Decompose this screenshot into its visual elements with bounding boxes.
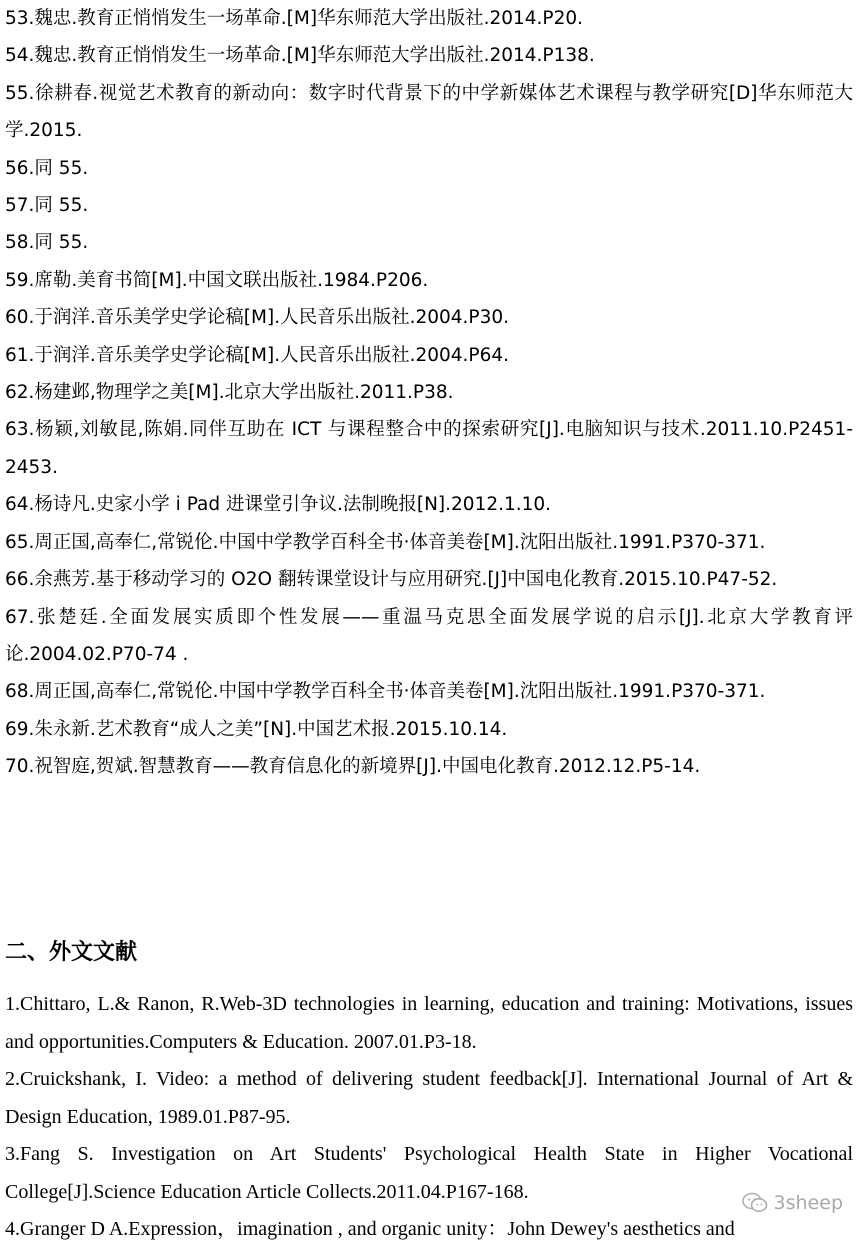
reference-entry: 59.席勒.美育书简[M].中国文联出版社.1984.P206. [5,269,429,291]
watermark [742,1192,843,1214]
reference-entry: 64.杨诗凡.史家小学 i Pad 进课堂引争议.法制晚报[N].2012.1.10. [5,494,552,516]
reference-entry: 1.Chittaro, L.& Ranon, R.Web-3D technologies in learning, education and training: Motivations, issues and opportunities.Computers & Education. 2007.01.P3-18. [5,993,853,1053]
reference-entry: 70.祝智庭,贺斌.智慧教育——教育信息化的新境界[J].中国电化教育.2012.12.P5-14. [5,756,701,778]
reference-entry: 62.杨建邺,物理学之美[M].北京大学出版社.2011.P38. [5,382,454,404]
reference-entry: 2.Cruickshank, I. Video: a method of delivering student feedback[J]. International Journal of Art & Design Education, 1989.01.P87-95. [5,1068,853,1128]
chinese-reference-list [5,0,853,786]
reference-entry: 60.于润洋.音乐美学史学论稿[M].人民音乐出版社.2004.P30. [5,307,510,329]
reference-entry: 3.Fang S. Investigation on Art Students' Psychological Health State in Higher Vocational College[J].Science Education Article Collects.2011.04.P167-168. [5,1143,853,1203]
foreign-reference-list [5,986,853,1249]
reference-entry: 68.周正国,高奉仁,常锐伦.中国中学教学百科全书·体音美卷[M].沈阳出版社.1991.P370-371. [5,681,766,703]
watermark-text: 3sheep [773,1192,843,1214]
reference-entry: 66.余燕芳.基于移动学习的 O2O 翻转课堂设计与应用研究.[J]中国电化教育.2015.10.P47-52. [5,569,778,591]
reference-entry: 56.同 55. [5,157,89,179]
section-heading: 二、外文文献 [5,940,138,965]
reference-entry: 55.徐耕春.视觉艺术教育的新动向：数字时代背景下的中学新媒体艺术课程与教学研究[D]华东师范大学.2015. [5,82,853,142]
reference-entry: 4.Granger D A.Expression，imagination , and organic unity：John Dewey's aesthetics and [5,1218,735,1240]
reference-entry: 53.魏忠.教育正悄悄发生一场革命.[M]华东师范大学出版社.2014.P20. [5,8,584,29]
wechat-icon [742,1192,768,1214]
reference-entry: 54.魏忠.教育正悄悄发生一场革命.[M]华东师范大学出版社.2014.P138. [5,45,595,67]
reference-entry: 57.同 55. [5,195,89,217]
reference-entry: 65.周正国,高奉仁,常锐伦.中国中学教学百科全书·体音美卷[M].沈阳出版社.1991.P370-371. [5,531,766,553]
reference-entry: 69.朱永新.艺术教育“成人之美”[N].中国艺术报.2015.10.14. [5,718,508,740]
reference-entry: 58.同 55. [5,232,89,254]
reference-entry: 67.张楚廷.全面发展实质即个性发展——重温马克思全面发展学说的启示[J].北京大学教育评论.2004.02.P70-74 . [5,606,853,665]
reference-entry: 61.于润洋.音乐美学史学论稿[M].人民音乐出版社.2004.P64. [5,344,510,366]
reference-entry: 63.杨颖,刘敏昆,陈娟.同伴互助在 ICT 与课程整合中的探索研究[J].电脑知识与技术.2011.10.P2451-2453. [5,419,853,478]
